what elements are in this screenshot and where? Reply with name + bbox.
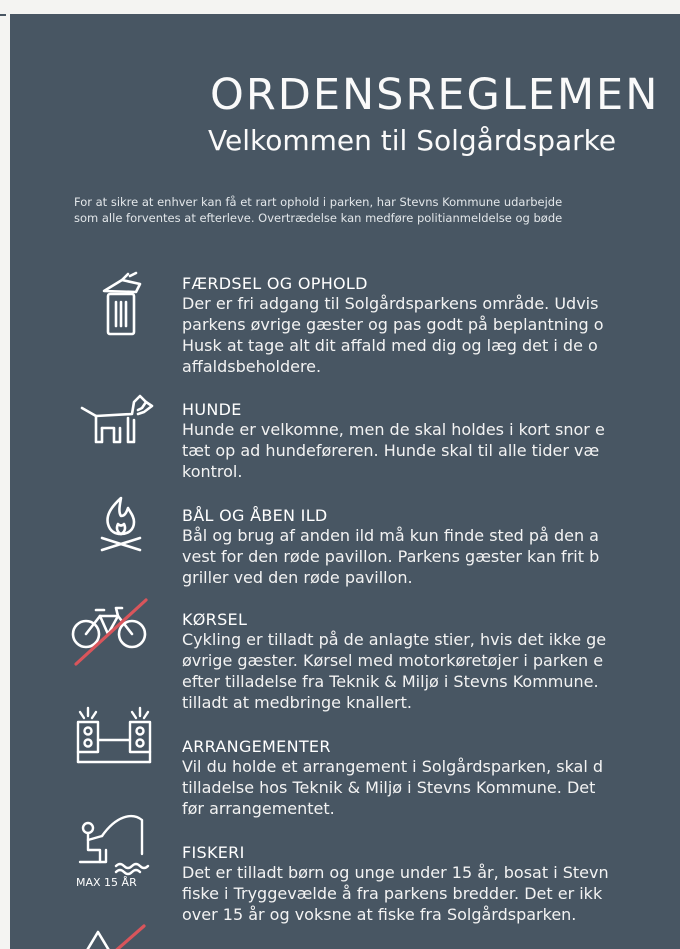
section-body [182, 862, 680, 925]
trash-bin-icon [92, 272, 152, 338]
speakers-icon [74, 704, 154, 774]
poster [10, 14, 680, 949]
section-line: fiske i Tryggevælde å fra parkens bredder. Det er ikk [182, 884, 603, 903]
section-line: Vil du holde et arrangement i Solgårdsparken, skal d [182, 757, 604, 776]
section-title: FÆRDSEL OG OPHOLD [182, 274, 368, 293]
section-line: griller ved den røde pavillon. [182, 568, 413, 587]
page-title: ORDENSREGLEMEN [210, 70, 660, 120]
intro-text [74, 194, 680, 226]
section-line: før arrangementet. [182, 799, 335, 818]
section-line: parkens øvrige gæster og pas godt på beplantning o [182, 315, 604, 334]
section-line: Der er fri adgang til Solgårdsparkens område. Udvis [182, 294, 599, 313]
tent-crossed-icon [82, 918, 152, 949]
section-line: affaldsbeholdere. [182, 357, 322, 376]
section-body [182, 419, 680, 482]
section-line: Cykling er tilladt på de anlagte stier, hvis det ikke ge [182, 630, 607, 649]
section-line: Husk at tage alt dit affald med dig og læg det i de o [182, 336, 598, 355]
section-line: Hunde er velkomne, men de skal holdes i kort snor e [182, 420, 605, 439]
section-line: Det er tilladt børn og unge under 15 år, bosat i Stevn [182, 863, 609, 882]
section-line: øvrige gæster. Kørsel med motorkøretøjer i parken e [182, 651, 604, 670]
section-arrangementer [182, 737, 680, 819]
section-line: vest for den røde pavillon. Parkens gæster kan frit b [182, 547, 600, 566]
section-fiskeri [182, 843, 680, 925]
section-line: Bål og brug af anden ild må kun finde sted på den a [182, 526, 599, 545]
section-body [182, 525, 680, 588]
age-limit-label: MAX 15 ÅR [76, 876, 137, 889]
scan-edge-mark [0, 14, 6, 16]
section-title: KØRSEL [182, 610, 248, 629]
section-title: FISKERI [182, 843, 245, 862]
section-title: HUNDE [182, 400, 242, 419]
dog-icon [80, 388, 154, 448]
section-line: tilladelse hos Teknik & Miljø i Stevns Kommune. Det [182, 778, 596, 797]
section-line: over 15 år og voksne at fiske fra Solgårdsparken. [182, 905, 577, 924]
section-baal [182, 506, 680, 588]
page-subtitle: Velkommen til Solgårdsparke [208, 124, 617, 157]
section-line: kontrol. [182, 462, 243, 481]
intro-line: som alle forventes at efterleve. Overtrædelse kan medføre politianmeldelse og bøde [74, 211, 563, 225]
section-koersel [182, 610, 680, 713]
section-line: efter tilladelse fra Teknik & Miljø i Stevns Kommune. [182, 672, 599, 691]
section-body [182, 629, 680, 713]
bicycle-crossed-icon [70, 596, 154, 668]
section-title: ARRANGEMENTER [182, 737, 331, 756]
section-title: BÅL OG ÅBEN ILD [182, 506, 328, 525]
section-line: tilladt at medbringe knallert. [182, 693, 412, 712]
section-hunde [182, 400, 680, 482]
fishing-icon [76, 810, 156, 874]
campfire-icon [92, 494, 150, 554]
section-body [182, 756, 680, 819]
section-line: tæt op ad hundeføreren. Hunde skal til alle tider væ [182, 441, 600, 460]
section-body [182, 293, 680, 377]
section-faerdsel [182, 274, 680, 377]
intro-line: For at sikre at enhver kan få et rart ophold i parken, har Stevns Kommune udarbejde [74, 195, 563, 209]
